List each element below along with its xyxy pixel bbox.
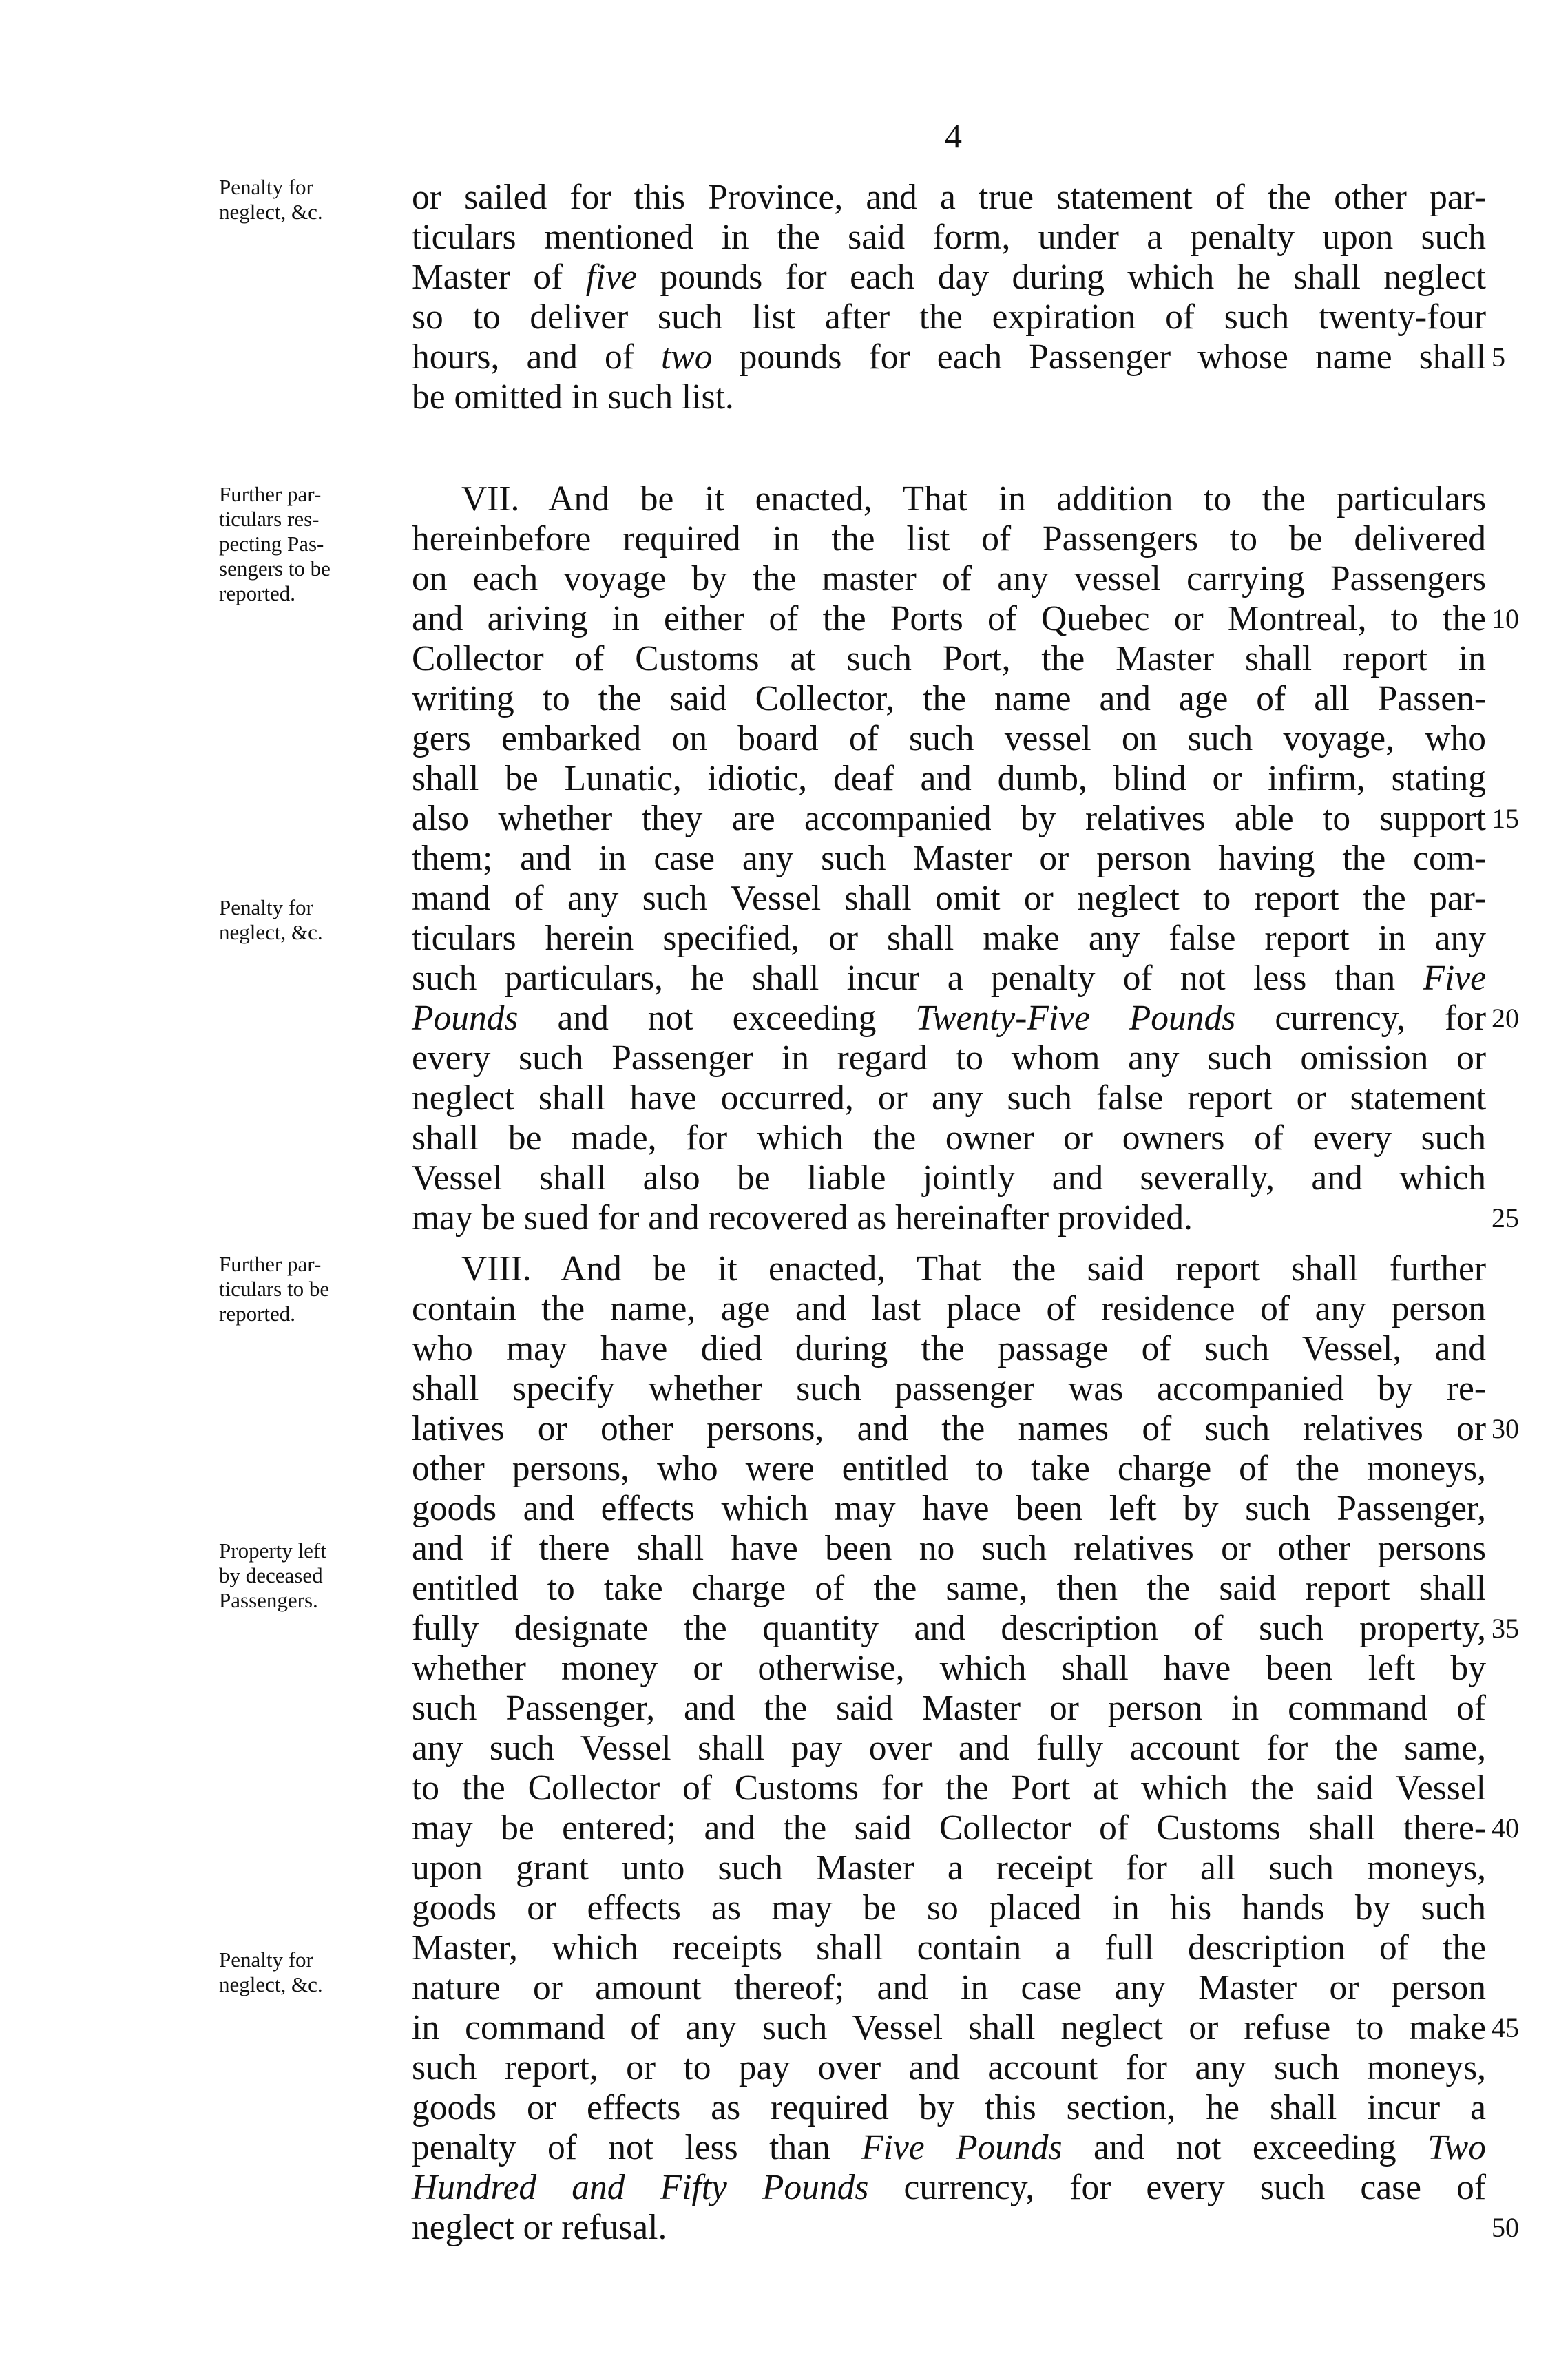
margin-note-property-left	[219, 1538, 405, 1613]
margin-note-penalty-1	[219, 175, 405, 225]
body-line: any such Vessel shall pay over and fully account for the same,	[412, 1729, 1486, 1768]
line-number: 25	[1492, 1202, 1519, 1233]
margin-note-penalty-3	[219, 1948, 405, 1997]
body-line: whether money or otherwise, which shall have been left by	[412, 1649, 1486, 1688]
body-line: goods or effects as may be so placed in his hands by such	[412, 1888, 1486, 1928]
line-number: 40	[1492, 1813, 1519, 1844]
line-number: 15	[1492, 803, 1519, 834]
margin-note-line: pecting Pas-	[219, 532, 324, 556]
body-line: VIII. And be it enacted, That the said report shall further	[461, 1249, 1486, 1288]
body-line: Master, which receipts shall contain a full description of the	[412, 1928, 1486, 1967]
body-line: ticulars mentioned in the said form, under a penalty upon such	[412, 218, 1486, 257]
page-number: 4	[945, 116, 962, 155]
line-number: 20	[1492, 1003, 1519, 1034]
margin-note-line: reported.	[219, 581, 296, 605]
body-line: also whether they are accompanied by relatives able to support	[412, 799, 1486, 838]
body-line: them; and in case any such Master or person having the com-	[412, 839, 1486, 878]
body-line: goods and effects which may have been left by such Passenger,	[412, 1489, 1486, 1528]
margin-note-further-particulars	[219, 1252, 405, 1326]
body-line: may be entered; and the said Collector of Customs shall there-	[412, 1808, 1486, 1848]
margin-note-line: Penalty for	[219, 895, 313, 919]
body-line: who may have died during the passage of such Vessel, and	[412, 1329, 1486, 1368]
body-line: such Passenger, and the said Master or person in command of	[412, 1689, 1486, 1728]
body-line: hours, and of two pounds for each Passenger whose name shall	[412, 337, 1487, 377]
line-number: 50	[1492, 2212, 1519, 2243]
body-line: Pounds and not exceeding Twenty-Five Pounds currency, for	[412, 999, 1486, 1038]
body-line: may be sued for and recovered as hereinafter provided.	[412, 1198, 1193, 1238]
body-line: VII. And be it enacted, That in addition to the particulars	[461, 479, 1486, 519]
margin-note-line: neglect, &c.	[219, 1972, 323, 1996]
body-line: and if there shall have been no such relatives or other persons	[412, 1529, 1486, 1568]
line-number: 45	[1492, 2012, 1519, 2043]
body-line: gers embarked on board of such vessel on such voyage, who	[412, 719, 1486, 758]
margin-note-line: Penalty for	[219, 1948, 313, 1972]
margin-note-line: ticulars to be	[219, 1277, 330, 1301]
body-line: shall be made, for which the owner or owners of every such	[412, 1118, 1486, 1158]
body-line: on each voyage by the master of any vessel carrying Passengers	[412, 559, 1486, 598]
body-line: other persons, who were entitled to take charge of the moneys,	[412, 1449, 1486, 1488]
margin-note-line: reported.	[219, 1302, 296, 1326]
body-line: contain the name, age and last place of residence of any person	[412, 1289, 1486, 1328]
margin-note-line: Property left	[219, 1538, 326, 1563]
body-line: latives or other persons, and the names of such relatives or	[412, 1409, 1486, 1448]
line-number: 10	[1492, 603, 1519, 634]
body-line: to the Collector of Customs for the Port at which the said Vessel	[412, 1768, 1486, 1808]
body-line: so to deliver such list after the expiration of such twenty-four	[412, 298, 1486, 337]
body-line: neglect or refusal.	[412, 2208, 667, 2247]
body-line: shall specify whether such passenger was accompanied by re-	[412, 1369, 1486, 1408]
margin-note-line: ticulars res-	[219, 507, 320, 531]
body-line: writing to the said Collector, the name and age of all Passen-	[412, 679, 1486, 718]
margin-note-line: by deceased	[219, 1563, 323, 1587]
body-line: nature or amount thereof; and in case any Master or person	[412, 1968, 1486, 2007]
line-number: 30	[1492, 1413, 1519, 1444]
body-line: upon grant unto such Master a receipt for all such moneys,	[412, 1848, 1486, 1888]
body-line: neglect shall have occurred, or any such false report or statement	[412, 1078, 1486, 1118]
margin-note-line: Further par-	[219, 1252, 322, 1276]
body-line: such report, or to pay over and account for any such moneys,	[412, 2048, 1486, 2087]
body-line: Vessel shall also be liable jointly and severally, and which	[412, 1158, 1486, 1198]
body-line: Collector of Customs at such Port, the Master shall report in	[412, 639, 1486, 678]
body-line: such particulars, he shall incur a penalty of not less than Five	[412, 959, 1486, 998]
body-line: fully designate the quantity and description of such property,	[412, 1609, 1486, 1648]
body-line: entitled to take charge of the same, then the said report shall	[412, 1569, 1486, 1608]
line-number: 35	[1492, 1613, 1519, 1644]
body-line: in command of any such Vessel shall neglect or refuse to make	[412, 2008, 1486, 2047]
margin-note-further-particulars-passengers	[219, 482, 405, 606]
margin-note-line: Penalty for	[219, 175, 313, 199]
body-line: or sailed for this Province, and a true statement of the other par-	[412, 178, 1486, 217]
body-line: and ariving in either of the Ports of Quebec or Montreal, to the	[412, 599, 1486, 638]
body-line: every such Passenger in regard to whom any such omission or	[412, 1038, 1486, 1078]
body-line: mand of any such Vessel shall omit or neglect to report the par-	[412, 879, 1486, 918]
body-line: penalty of not less than Five Pounds and not exceeding Two	[412, 2128, 1486, 2167]
body-line: Master of five pounds for each day during which he shall neglect	[412, 258, 1486, 297]
margin-note-penalty-2	[219, 895, 405, 945]
margin-note-line: neglect, &c.	[219, 920, 323, 944]
margin-note-line: sengers to be	[219, 556, 331, 581]
line-number: 5	[1492, 342, 1505, 373]
body-line: hereinbefore required in the list of Passengers to be delivered	[412, 519, 1486, 559]
body-line: shall be Lunatic, idiotic, deaf and dumb, blind or infirm, stating	[412, 759, 1486, 798]
margin-note-line: Further par-	[219, 482, 322, 506]
body-line: ticulars herein specified, or shall make any false report in any	[412, 919, 1486, 958]
body-line: Hundred and Fifty Pounds currency, for every such case of	[412, 2168, 1486, 2207]
body-line: goods or effects as required by this section, he shall incur a	[412, 2088, 1486, 2127]
body-line: be omitted in such list.	[412, 377, 734, 417]
margin-note-line: neglect, &c.	[219, 200, 323, 224]
margin-note-line: Passengers.	[219, 1588, 318, 1612]
